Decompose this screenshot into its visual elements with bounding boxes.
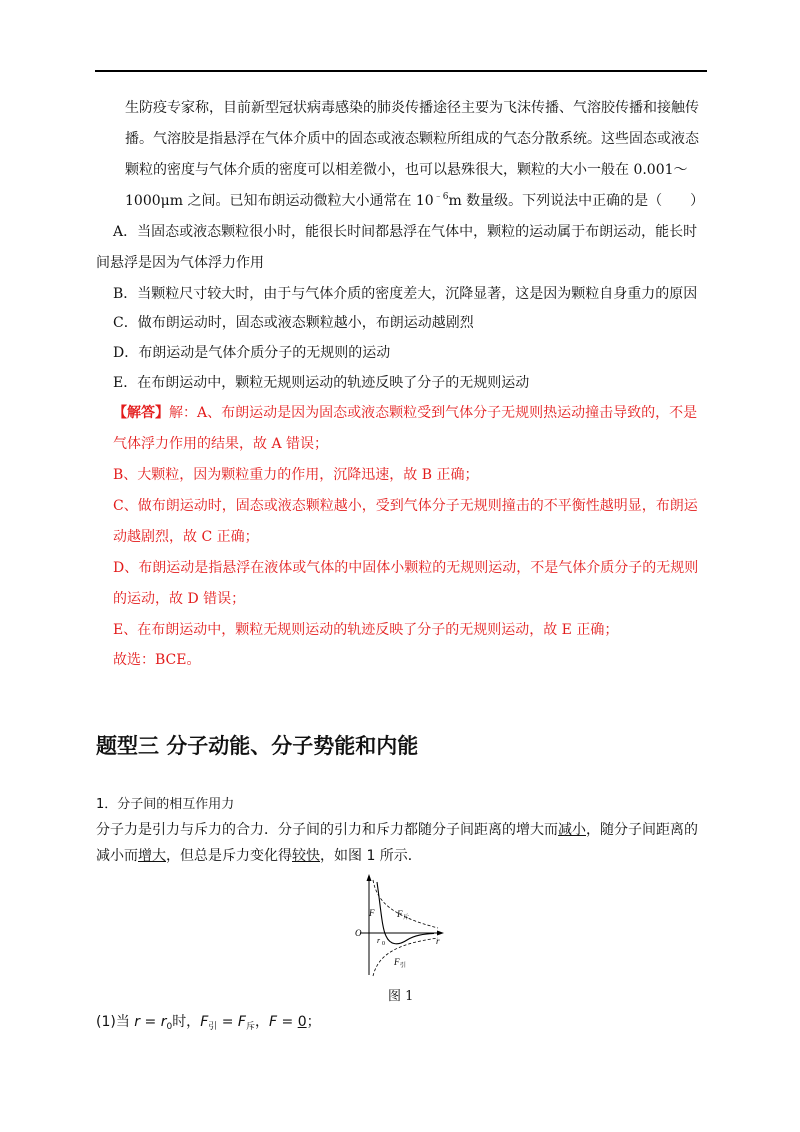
- label-f-attractive: F: [394, 957, 400, 967]
- p2-mid: ，但总是斥力变化得: [166, 848, 292, 864]
- p1-underlined: 减小: [558, 822, 586, 838]
- answer-line-2: 气体浮力作用的结果，故 A 错误；: [113, 436, 329, 452]
- p1-text: 分子力是引力与斥力的合力．分子间的引力和斥力都随分子间距离的增大而: [96, 822, 558, 838]
- condition-line: [96, 1012, 321, 1032]
- cond-f-rep-sub: 斥: [245, 1022, 255, 1032]
- cond-prefix: (1)当: [96, 1014, 135, 1030]
- answer-line-7: 的运动，故 D 错误；: [113, 591, 246, 607]
- cond-value: 0: [297, 1014, 307, 1030]
- cond-r0-sub: 0: [166, 1022, 173, 1032]
- cond-sep: ，: [254, 1014, 269, 1030]
- p2-underlined-1: 增大: [138, 848, 166, 864]
- intro-line-3: 颗粒的密度与气体介质的密度可以相差微小，也可以悬殊很大，颗粒的大小一般在 0.001～: [125, 162, 688, 178]
- label-F: F: [369, 908, 375, 918]
- answer-line-8: E、在布朗运动中，颗粒无规则运动的轨迹反映了分子的无规则运动，故 E 正确；: [113, 622, 619, 638]
- intro-line-1: 生防疫专家称，目前新型冠状病毒感染的肺炎传播途径主要为飞沫传播、气溶胶传播和接触传: [125, 100, 699, 116]
- option-e: E．在布朗运动中，颗粒无规则运动的轨迹反映了分子的无规则运动: [113, 375, 530, 391]
- cond-r0: r: [160, 1014, 167, 1030]
- cond-f-att: F: [200, 1014, 209, 1030]
- label-f-attractive-sub: 引: [400, 962, 407, 969]
- intro-line-4-tail: m 数量级。下列说法中正确的是（ ）: [448, 193, 705, 209]
- section-title: 题型三 分子动能、分子势能和内能: [96, 734, 419, 758]
- cond-f-att-sub: 引: [208, 1022, 218, 1032]
- label-r: r: [436, 936, 440, 946]
- answer-line-3: B、大颗粒，因为颗粒重力的作用，沉降迅速，故 B 正确；: [113, 467, 479, 483]
- option-a-line-2: 间悬浮是因为气体浮力作用: [96, 255, 264, 271]
- answer-line-1-text: 解：A、布朗运动是因为固态或液态颗粒受到气体分子无规则热运动撞击导致的，不是: [169, 405, 698, 421]
- f-axis-arrow-icon: [367, 874, 372, 881]
- answer-line-1: [113, 403, 697, 423]
- section-paragraph-line-2: [96, 846, 422, 866]
- p2-underlined-2: 较快: [292, 848, 320, 864]
- intro-exponent: ﹣6: [433, 192, 449, 202]
- cond-eq-2: =: [217, 1014, 238, 1030]
- label-r0-sub: 0: [382, 941, 385, 947]
- answer-line-4: C、做布朗运动时，固态或液态颗粒越小，受到气体分子无规则撞击的不平衡性越明显，布朗运: [113, 498, 698, 514]
- answer-tag: 【解答】: [113, 405, 169, 421]
- answer-line-6: D、布朗运动是指悬浮在液体或气体的中固体小颗粒的无规则运动，不是气体介质分子的无规则: [113, 560, 699, 576]
- net-force-curve: [377, 882, 434, 944]
- option-b: B．当颗粒尺寸较大时，由于与气体介质的密度差大，沉降显著，这是因为颗粒自身重力的原因: [113, 286, 698, 302]
- cond-f-rep: F: [237, 1014, 246, 1030]
- subsection-title: 1．分子间的相互作用力: [96, 797, 235, 812]
- cond-eq-3: =: [277, 1014, 298, 1030]
- option-a-line-1: A．当固态或液态颗粒很小时，能很长时间都悬浮在气体中，颗粒的运动属于布朗运动，能长时: [113, 224, 698, 240]
- figure-caption: 图 1: [388, 989, 414, 1004]
- label-f-repulsive-sub: 斥: [403, 914, 410, 921]
- cond-mid: 时，: [172, 1014, 201, 1030]
- header-rule: [95, 70, 707, 72]
- p2-text: 减小而: [96, 848, 138, 864]
- cond-end: ；: [306, 1014, 321, 1030]
- option-c: C．做布朗运动时，固态或液态颗粒越小，布朗运动越剧烈: [113, 315, 474, 331]
- r-axis-arrow-icon: [437, 931, 444, 936]
- answer-line-5: 动越剧烈，故 C 正确；: [113, 529, 259, 545]
- p2-tail: ，如图 1 所示．: [320, 848, 422, 864]
- answer-line-9: 故选：BCE。: [113, 652, 201, 668]
- label-r0: r: [377, 936, 381, 945]
- force-distance-figure: [352, 872, 450, 978]
- label-f-repulsive: F: [397, 909, 403, 919]
- option-d: D．布朗运动是气体介质分子的无规则的运动: [113, 345, 391, 361]
- cond-eq-1: =: [140, 1014, 161, 1030]
- intro-line-4: [125, 191, 704, 211]
- label-origin: O: [355, 928, 362, 938]
- p1-tail: ，随分子间距离的: [586, 822, 698, 838]
- section-paragraph-line-1: [96, 820, 698, 840]
- cond-r: r: [134, 1014, 141, 1030]
- intro-line-2: 播。气溶胶是指悬浮在气体介质中的固态或液态颗粒所组成的气态分散系统。这些固态或液态: [125, 131, 699, 147]
- cond-f: F: [268, 1014, 278, 1030]
- intro-line-4-text: 1000μm 之间。已知布朗运动微粒大小通常在 10: [125, 193, 434, 209]
